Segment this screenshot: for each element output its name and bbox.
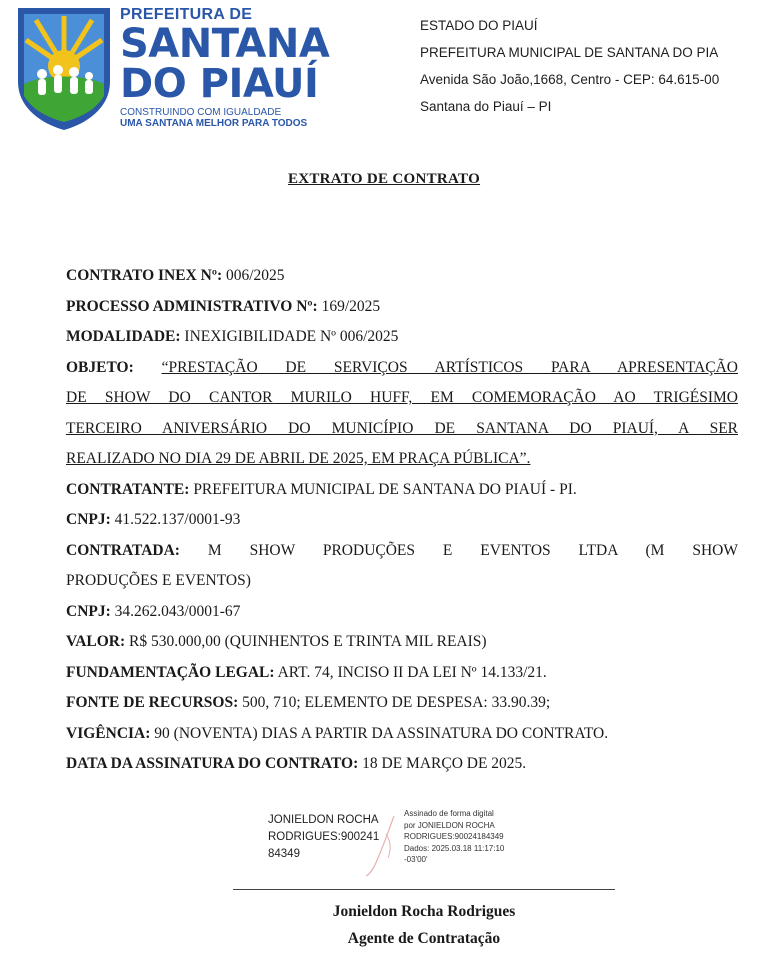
field-value: 34.262.043/0001-67 [114, 602, 241, 620]
field-vigencia [66, 719, 738, 750]
field-value: 006/2025 [226, 267, 285, 284]
field-label: PROCESSO ADMINISTRATIVO Nº: [66, 297, 318, 315]
field-label: VIGÊNCIA: [66, 724, 151, 742]
field-label: CNPJ: [66, 602, 111, 620]
field-value: PREFEITURA MUNICIPAL DE SANTANA DO PIAUÍ - PI. [193, 480, 577, 498]
field-value: 18 DE MARÇO DE 2025. [362, 755, 527, 772]
field-value: ART. 74, INCISO II DA LEI Nº 14.133/21. [277, 663, 547, 681]
field-processo [66, 292, 738, 323]
field-value: “PRESTAÇÃO DE SERVIÇOS ARTÍSTICOS PARA APRESENTAÇÃO [161, 358, 739, 376]
signer-block [0, 898, 768, 952]
signature-line [233, 889, 615, 890]
digital-signature [268, 810, 568, 880]
address-state: ESTADO DO PIAUÍ [420, 18, 538, 33]
field-value: 500, 710; ELEMENTO DE DESPESA: 33.90.39; [242, 694, 551, 711]
signer-role: Agente de Contratação [347, 930, 501, 947]
municipality-logo [14, 4, 114, 132]
logo-tagline-2: UMA SANTANA MELHOR PARA TODOS [120, 118, 308, 129]
field-valor [66, 627, 738, 658]
field-label: OBJETO: [66, 358, 134, 376]
field-contratante [66, 475, 738, 506]
field-label: FONTE DE RECURSOS: [66, 694, 239, 711]
logo-line-piaui: DO PIAUÍ [120, 61, 319, 107]
logo-tagline-1: CONSTRUINDO COM IGUALDADE [120, 107, 282, 118]
field-value: 169/2025 [321, 297, 381, 315]
logo-line-prefeitura: PREFEITURA DE [120, 6, 253, 23]
field-fonte [66, 688, 738, 719]
field-value: M SHOW PRODUÇÕES E EVENTOS LTDA (M SHOW [207, 541, 739, 559]
address-street: Avenida São João,1668, Centro - CEP: 64.615-00 [420, 72, 720, 87]
logo-wordmark [120, 6, 380, 129]
field-label: CONTRATANTE: [66, 480, 190, 498]
address-prefeitura: PREFEITURA MUNICIPAL DE SANTANA DO PIA [420, 45, 719, 60]
signer-name: Jonieldon Rocha Rodrigues [332, 903, 516, 920]
logo-line-santana: SANTANA [120, 21, 330, 67]
field-contratada [66, 536, 738, 567]
field-value: 90 (NOVENTA) DIAS A PARTIR DA ASSINATURA DO CONTRATO. [154, 724, 609, 742]
field-value: R$ 530.000,00 (QUINHENTOS E TRINTA MIL REAIS) [129, 633, 487, 650]
contract-body [66, 261, 738, 780]
field-label: CONTRATO INEX Nº: [66, 267, 223, 284]
field-label: CONTRATADA: [66, 541, 180, 559]
objeto-line-4: REALIZADO NO DIA 29 DE ABRIL DE 2025, EM PRAÇA PÚBLICA”. [66, 450, 531, 467]
field-cnpj-contratada [66, 597, 738, 628]
objeto-line-2: DE SHOW DO CANTOR MURILO HUFF, EM COMEMORAÇÃO AO TRIGÉSIMO [66, 389, 738, 406]
field-label: FUNDAMENTAÇÃO LEGAL: [66, 663, 275, 681]
field-modalidade [66, 322, 738, 353]
field-label: MODALIDADE: [66, 328, 181, 345]
field-label: VALOR: [66, 633, 126, 650]
field-contrato [66, 261, 738, 292]
field-label: DATA DA ASSINATURA DO CONTRATO: [66, 755, 359, 772]
field-value: 41.522.137/0001-93 [114, 511, 241, 528]
field-objeto [66, 353, 738, 384]
contratada-line-2: PRODUÇÕES E EVENTOS) [66, 572, 251, 589]
field-label: CNPJ: [66, 511, 111, 528]
field-fundamentacao [66, 658, 738, 689]
objeto-line-3: TERCEIRO ANIVERSÁRIO DO MUNICÍPIO DE SANTANA DO PIAUÍ, A SER [66, 419, 738, 437]
digital-signature-name: JONIELDON ROCHA RODRIGUES:900241 84349 [268, 814, 380, 860]
signature-scribble [364, 814, 404, 878]
digital-signature-details: Assinado de forma digital por JONIELDON ROCHA RODRIGUES:90024184349 Dados: 2025.03.18 11:17:10 -03'00' [404, 809, 505, 864]
header-address [420, 12, 719, 120]
document-title: EXTRATO DE CONTRATO [287, 171, 481, 187]
field-value: INEXIGIBILIDADE Nº 006/2025 [184, 328, 399, 345]
address-city: Santana do Piauí – PI [420, 99, 552, 114]
field-cnpj-contratante [66, 505, 738, 536]
field-data-assinatura [66, 749, 738, 780]
